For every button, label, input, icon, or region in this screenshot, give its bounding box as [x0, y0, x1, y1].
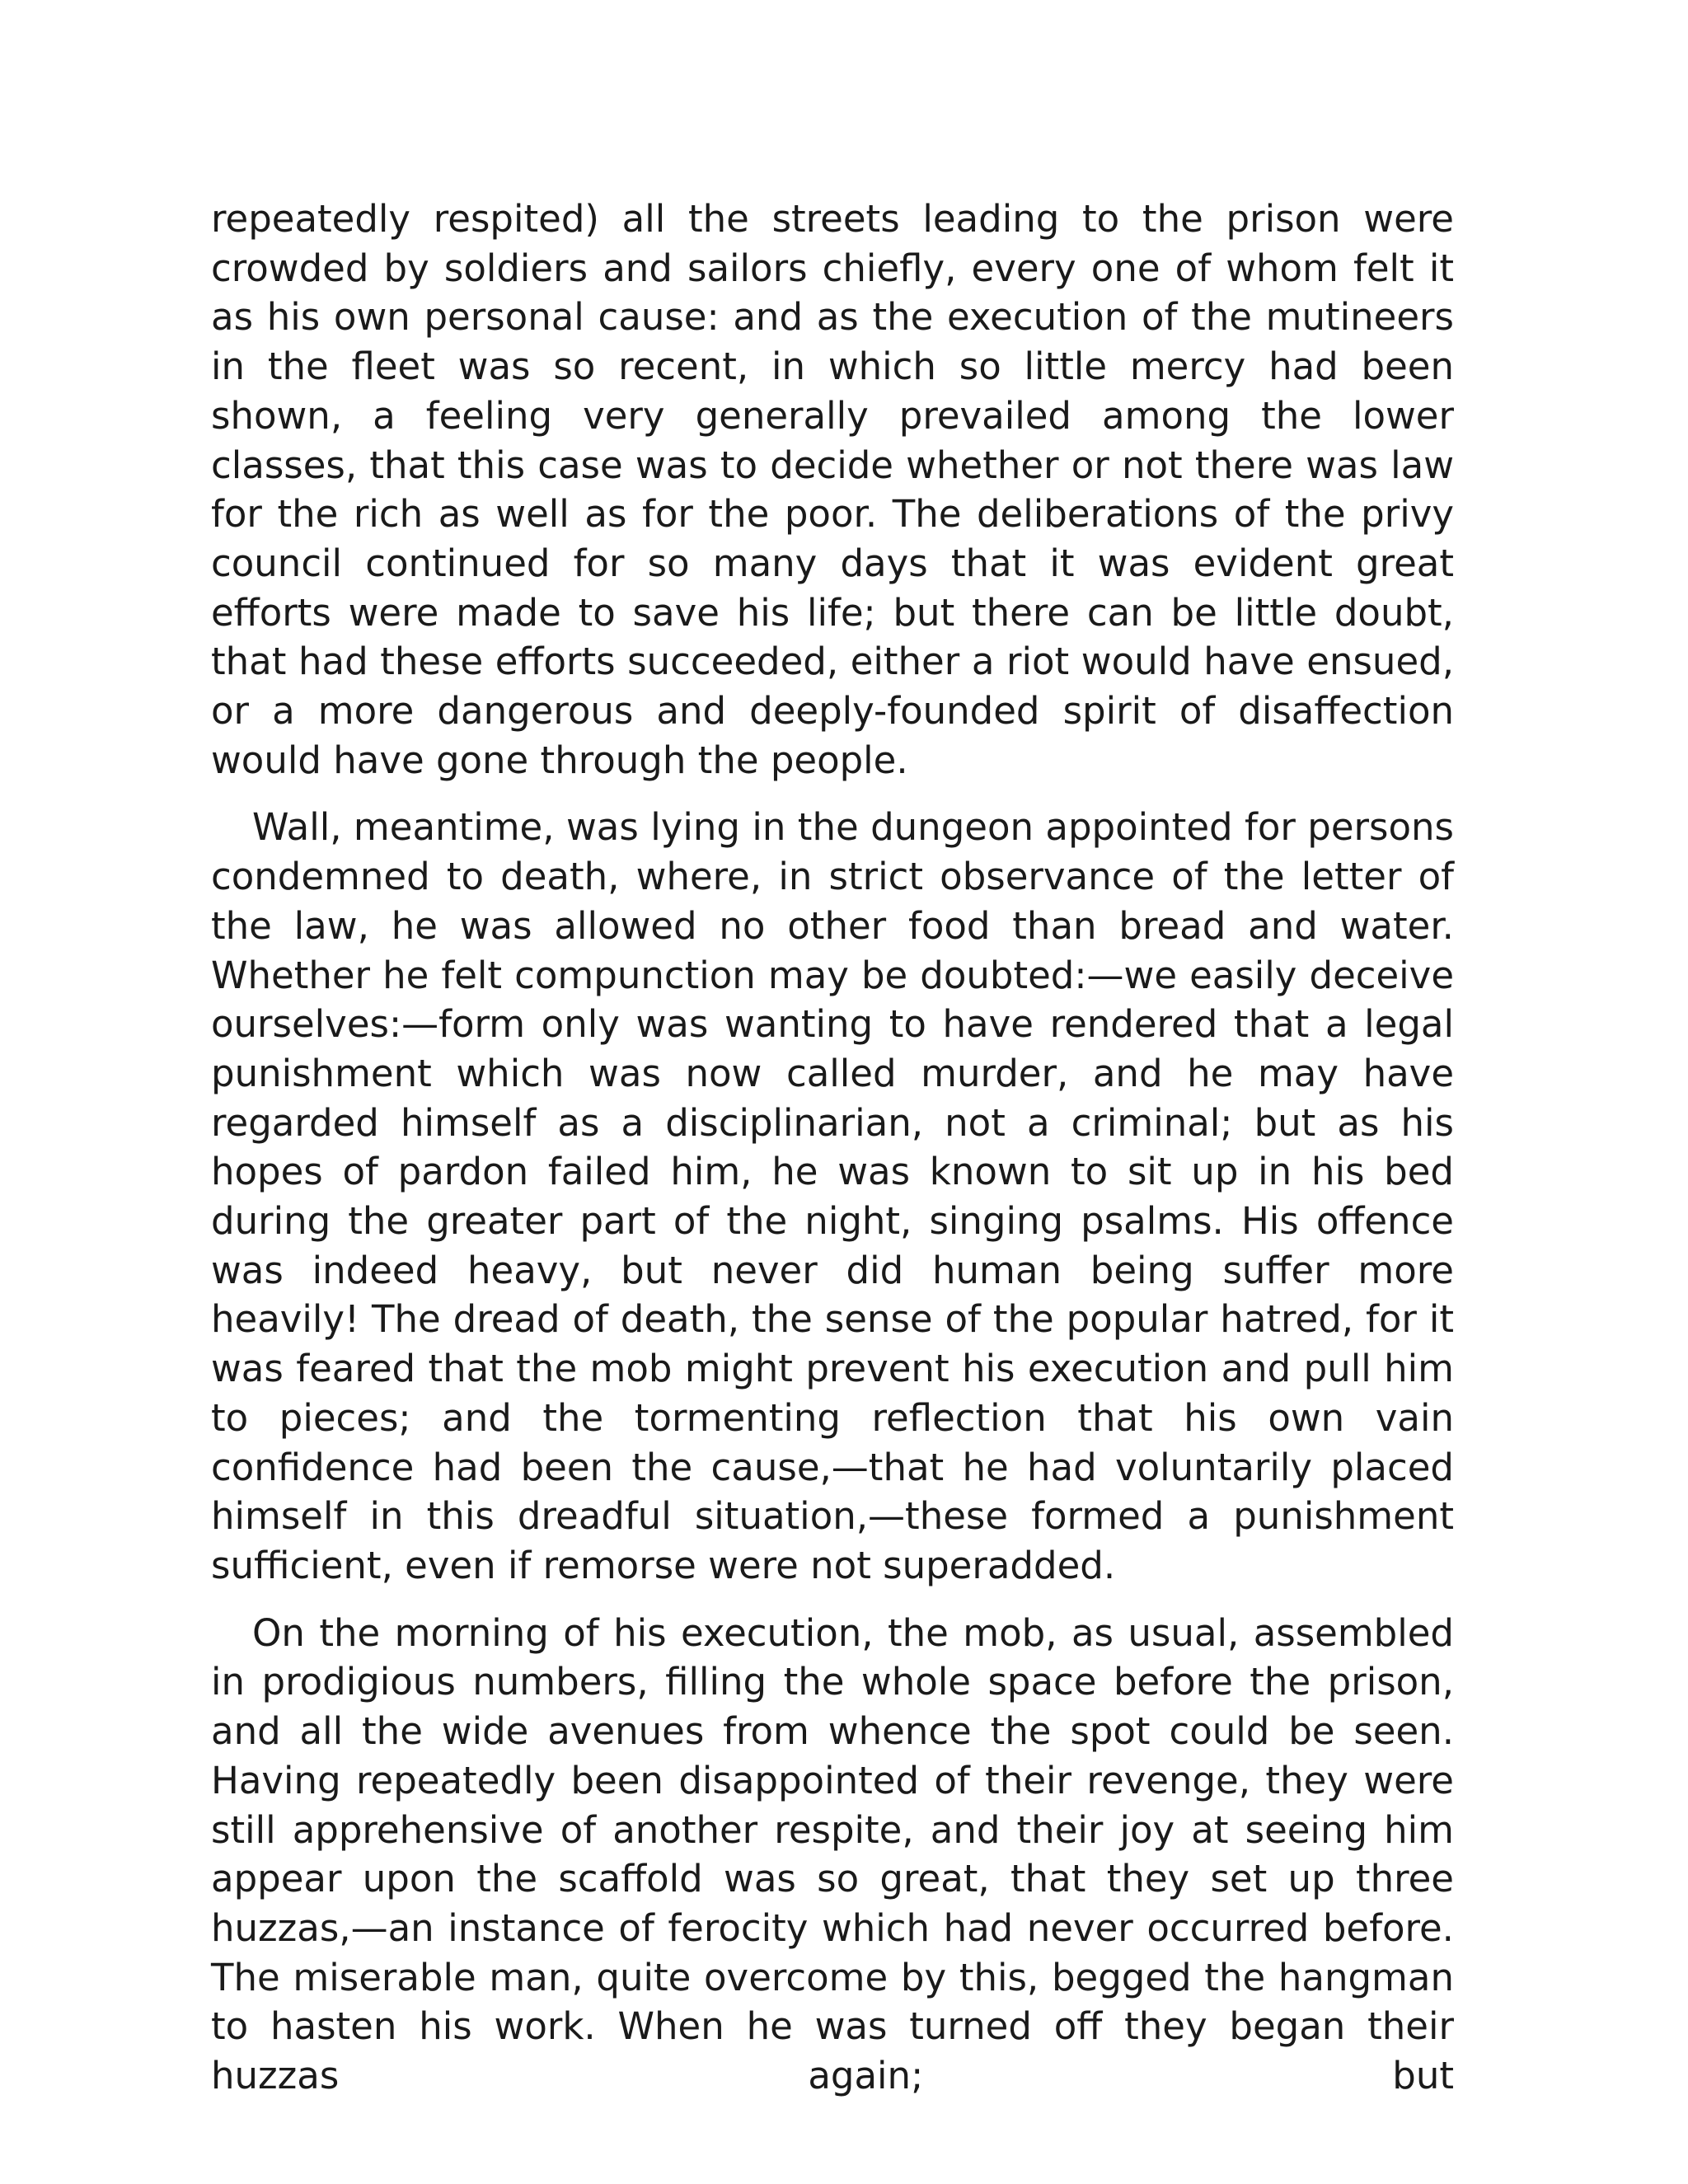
paragraph-2: Wall, meantime, was lying in the dungeon appointed for persons condemned to death, where, in strict observance of the letter of the law, he was allowed no other food than bread and water. Whether he felt compunction may be doubted:—we easily deceive ourselves:—form only was wanting to have rendered that a legal punishment which was now called murder, and he may have regarded himself as a disciplinarian, not a criminal; but as his hopes of pardon failed him, he was known to sit up in his bed during the greater part of the night, singing psalms. His offence was indeed heavy, but never did human being suffer more heavily! The dread of death, the sense of the popular hatred, for it was feared that the mob might prevent his execution and pull him to pieces; and the tormenting reflection that his own vain confidence had been the cause,—that he had voluntarily placed himself in this dreadful situation,—these formed a punishment sufficient, even if remorse were not superadded.: [211, 805, 1454, 1587]
paragraph-1: repeatedly respited) all the streets leading to the prison were crowded by soldiers and sailors chiefly, every one of whom felt it as his own personal cause: and as the execution of the mutineers in the fleet was so recent, in which so little mercy had been shown, a feeling very generally prevailed among the lower classes, that this case was to decide whether or not there was law for the rich as well as for the poor. The deliberations of the privy council continued for so many days that it was evident great efforts were made to save his life; but there can be little doubt, that had these efforts succeeded, either a riot would have ensued, or a more dangerous and deeply-founded spirit of disaffection would have gone through the people.: [211, 197, 1454, 782]
body-text: [211, 194, 1454, 2101]
paragraph-3: On the morning of his execution, the mob, as usual, assembled in prodigious numbers, filling the whole space before the prison, and all the wide avenues from whence the spot could be seen. Having repeatedly been disappointed of their revenge, they were still apprehensive of another respite, and their joy at seeing him appear upon the scaffold was so great, that they set up three huzzas,—an instance of ferocity which had never occurred before. The miserable man, quite overcome by this, begged the hangman to hasten his work. When he was turned off they began their huzzas again; but: [211, 1610, 1454, 2098]
